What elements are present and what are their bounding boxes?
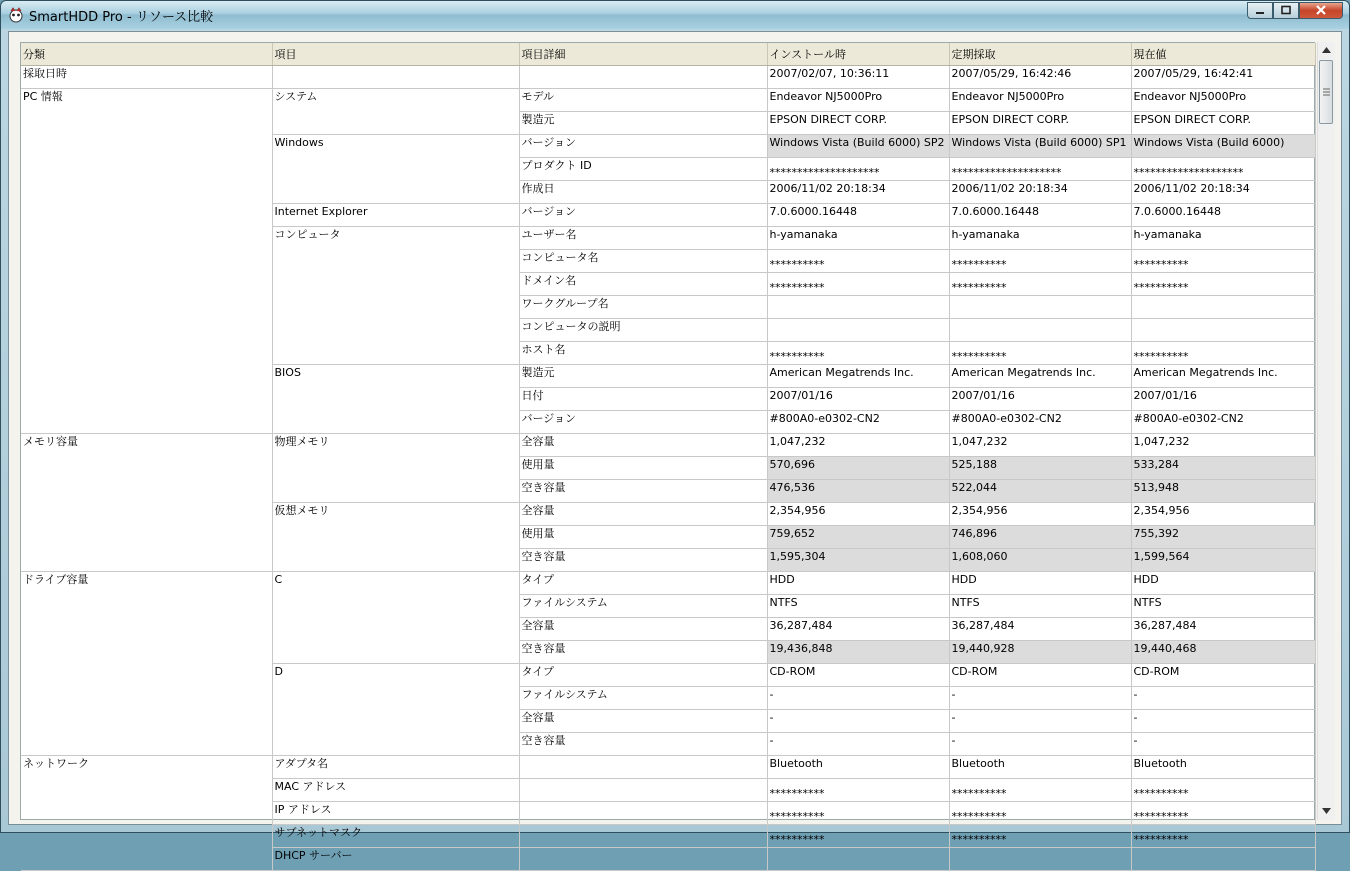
- cell-periodic: American Megatrends Inc.: [949, 365, 1131, 388]
- close-button[interactable]: [1299, 2, 1343, 19]
- cell-current: -: [1131, 733, 1315, 756]
- header-periodic[interactable]: 定期採取: [949, 43, 1131, 66]
- cell-install: Bluetooth: [767, 756, 949, 779]
- cell-detail: コンピュータの説明: [519, 319, 767, 342]
- cell-install: ********************: [767, 158, 949, 181]
- cell-detail: 空き容量: [519, 549, 767, 572]
- cell-periodic: 7.0.6000.16448: [949, 204, 1131, 227]
- cell-item: 仮想メモリ: [272, 503, 519, 572]
- cell-detail: [519, 825, 767, 848]
- table-row[interactable]: [21, 66, 1315, 89]
- cell-detail: 全容量: [519, 503, 767, 526]
- cell-item: MAC アドレス: [272, 779, 519, 802]
- cell-install: **********: [767, 273, 949, 296]
- cell-current: 513,948: [1131, 480, 1315, 503]
- grip-icon: [1323, 88, 1330, 96]
- cell-current: 1,047,232: [1131, 434, 1315, 457]
- cell-item: Internet Explorer: [272, 204, 519, 227]
- cell-detail: 空き容量: [519, 733, 767, 756]
- arrow-up-icon: [1322, 47, 1331, 53]
- cell-current: -: [1131, 710, 1315, 733]
- cell-current: 36,287,484: [1131, 618, 1315, 641]
- cell-install: EPSON DIRECT CORP.: [767, 112, 949, 135]
- cell-install: -: [767, 687, 949, 710]
- cell-category: メモリ容量: [21, 434, 272, 572]
- cell-current: American Megatrends Inc.: [1131, 365, 1315, 388]
- cell-detail: [519, 66, 767, 89]
- cell-item: C: [272, 572, 519, 664]
- cell-install: 7.0.6000.16448: [767, 204, 949, 227]
- cell-current: ********************: [1131, 158, 1315, 181]
- cell-current: CD-ROM: [1131, 664, 1315, 687]
- cell-periodic: 2,354,956: [949, 503, 1131, 526]
- maximize-icon: [1274, 3, 1298, 18]
- cell-periodic: 522,044: [949, 480, 1131, 503]
- cell-current: 2006/11/02 20:18:34: [1131, 181, 1315, 204]
- client-area: [8, 31, 1342, 862]
- cell-category: PC 情報: [21, 89, 272, 434]
- header-item-detail[interactable]: 項目詳細: [519, 43, 767, 66]
- cell-periodic: **********: [949, 342, 1131, 365]
- cell-current: #800A0-e0302-CN2: [1131, 411, 1315, 434]
- cell-current: EPSON DIRECT CORP.: [1131, 112, 1315, 135]
- cell-periodic: -: [949, 733, 1131, 756]
- cell-current: 2,354,956: [1131, 503, 1315, 526]
- cell-item: BIOS: [272, 365, 519, 434]
- cell-install: **********: [767, 250, 949, 273]
- cell-install: -: [767, 733, 949, 756]
- cell-install: 36,287,484: [767, 618, 949, 641]
- cell-detail: ファイルシステム: [519, 595, 767, 618]
- cell-periodic: **********: [949, 779, 1131, 802]
- window-title: SmartHDD Pro - リソース比較: [29, 10, 214, 25]
- cell-periodic: 2007/01/16: [949, 388, 1131, 411]
- cell-install: **********: [767, 802, 949, 825]
- cell-current: -: [1131, 687, 1315, 710]
- cell-install: **********: [767, 342, 949, 365]
- caption-buttons: [1247, 2, 1343, 20]
- cell-detail: 全容量: [519, 618, 767, 641]
- vertical-scrollbar[interactable]: [1317, 42, 1335, 820]
- cell-detail: タイプ: [519, 664, 767, 687]
- table-row[interactable]: [21, 89, 1315, 112]
- table-header: [21, 43, 1315, 66]
- cell-item: Windows: [272, 135, 519, 204]
- cell-detail: 製造元: [519, 112, 767, 135]
- cell-detail: [519, 779, 767, 802]
- cell-category: ドライブ容量: [21, 572, 272, 756]
- cell-install: 1,595,304: [767, 549, 949, 572]
- cell-detail: バージョン: [519, 411, 767, 434]
- cell-periodic: **********: [949, 250, 1131, 273]
- header-item[interactable]: 項目: [272, 43, 519, 66]
- cell-install: 759,652: [767, 526, 949, 549]
- header-install-time[interactable]: インストール時: [767, 43, 949, 66]
- cell-periodic: 2007/05/29, 16:42:46: [949, 66, 1131, 89]
- cell-periodic: 36,287,484: [949, 618, 1131, 641]
- cell-current: **********: [1131, 273, 1315, 296]
- cell-install: 2007/01/16: [767, 388, 949, 411]
- scroll-thumb[interactable]: [1319, 60, 1333, 124]
- cell-install: American Megatrends Inc.: [767, 365, 949, 388]
- scroll-up-button[interactable]: [1318, 42, 1335, 59]
- cell-install: CD-ROM: [767, 664, 949, 687]
- cell-detail: 全容量: [519, 710, 767, 733]
- table-body: [21, 66, 1315, 871]
- header-row: [21, 43, 1315, 66]
- cell-current: [1131, 296, 1315, 319]
- cell-periodic: HDD: [949, 572, 1131, 595]
- header-current[interactable]: 現在値: [1131, 43, 1315, 66]
- cell-periodic: Bluetooth: [949, 756, 1131, 779]
- cell-detail: 使用量: [519, 457, 767, 480]
- cell-detail: ホスト名: [519, 342, 767, 365]
- cell-current: 755,392: [1131, 526, 1315, 549]
- cell-detail: 製造元: [519, 365, 767, 388]
- table-row[interactable]: [21, 756, 1315, 779]
- minimize-icon: [1248, 3, 1272, 18]
- cell-periodic: Windows Vista (Build 6000) SP1: [949, 135, 1131, 158]
- cell-current: 1,599,564: [1131, 549, 1315, 572]
- cell-detail: バージョン: [519, 135, 767, 158]
- cell-detail: ワークグループ名: [519, 296, 767, 319]
- cell-install: 1,047,232: [767, 434, 949, 457]
- cell-install: **********: [767, 779, 949, 802]
- cell-category: ネットワーク: [21, 756, 272, 871]
- arrow-down-icon: [1322, 808, 1331, 814]
- cell-current: 7.0.6000.16448: [1131, 204, 1315, 227]
- cell-install: h-yamanaka: [767, 227, 949, 250]
- cell-periodic: #800A0-e0302-CN2: [949, 411, 1131, 434]
- cell-current: **********: [1131, 250, 1315, 273]
- cell-periodic: ********************: [949, 158, 1131, 181]
- cell-install: **********: [767, 825, 949, 848]
- maximize-button[interactable]: [1273, 2, 1299, 19]
- cell-periodic: h-yamanaka: [949, 227, 1131, 250]
- cell-periodic: CD-ROM: [949, 664, 1131, 687]
- cell-detail: ドメイン名: [519, 273, 767, 296]
- cell-detail: [519, 756, 767, 779]
- cell-detail: 日付: [519, 388, 767, 411]
- cell-category: 採取日時: [21, 66, 272, 89]
- cell-install: 2,354,956: [767, 503, 949, 526]
- cell-item: D: [272, 664, 519, 756]
- cell-periodic: 746,896: [949, 526, 1131, 549]
- app-logo-icon: [8, 7, 24, 23]
- cell-current: NTFS: [1131, 595, 1315, 618]
- cell-current: Bluetooth: [1131, 756, 1315, 779]
- title-bar[interactable]: [1, 1, 1349, 29]
- cell-current: **********: [1131, 779, 1315, 802]
- cell-periodic: **********: [949, 825, 1131, 848]
- cell-detail: バージョン: [519, 204, 767, 227]
- close-icon: [1300, 3, 1342, 18]
- cell-detail: 空き容量: [519, 480, 767, 503]
- cell-detail: タイプ: [519, 572, 767, 595]
- cell-detail: [519, 802, 767, 825]
- cell-detail: コンピュータ名: [519, 250, 767, 273]
- cell-periodic: **********: [949, 802, 1131, 825]
- cell-periodic: [949, 319, 1131, 342]
- cell-item: アダプタ名: [272, 756, 519, 779]
- cell-item: IP アドレス: [272, 802, 519, 825]
- cell-detail: 作成日: [519, 181, 767, 204]
- cell-install: NTFS: [767, 595, 949, 618]
- scroll-down-button[interactable]: [1318, 803, 1335, 820]
- cell-install: -: [767, 710, 949, 733]
- cell-current: 2007/01/16: [1131, 388, 1315, 411]
- cell-item: コンピュータ: [272, 227, 519, 365]
- comparison-table-container[interactable]: [20, 42, 1315, 862]
- cell-detail: プロダクト ID: [519, 158, 767, 181]
- cell-current: **********: [1131, 802, 1315, 825]
- cell-item: 物理メモリ: [272, 434, 519, 503]
- cell-detail: 使用量: [519, 526, 767, 549]
- cell-item: [272, 66, 519, 89]
- cell-periodic: 1,047,232: [949, 434, 1131, 457]
- cell-periodic: Endeavor NJ5000Pro: [949, 89, 1131, 112]
- cell-detail: ユーザー名: [519, 227, 767, 250]
- cell-periodic: 1,608,060: [949, 549, 1131, 572]
- cell-detail: モデル: [519, 89, 767, 112]
- cell-install: 476,536: [767, 480, 949, 503]
- cell-periodic: 525,188: [949, 457, 1131, 480]
- cell-install: #800A0-e0302-CN2: [767, 411, 949, 434]
- cell-install: 2006/11/02 20:18:34: [767, 181, 949, 204]
- cell-install: [767, 319, 949, 342]
- cell-current: Endeavor NJ5000Pro: [1131, 89, 1315, 112]
- cell-periodic: 2006/11/02 20:18:34: [949, 181, 1131, 204]
- cell-install: [767, 296, 949, 319]
- cell-current: [1131, 319, 1315, 342]
- header-category[interactable]: 分類: [21, 43, 272, 66]
- cell-current: h-yamanaka: [1131, 227, 1315, 250]
- cell-current: **********: [1131, 825, 1315, 848]
- cell-current: 533,284: [1131, 457, 1315, 480]
- cell-detail: 空き容量: [519, 641, 767, 664]
- table-row[interactable]: [21, 434, 1315, 457]
- cell-current: 2007/05/29, 16:42:41: [1131, 66, 1315, 89]
- resource-comparison-table: [21, 43, 1316, 871]
- cell-periodic: EPSON DIRECT CORP.: [949, 112, 1131, 135]
- cell-detail: [519, 848, 767, 871]
- cell-item: DHCP サーバー: [272, 848, 519, 871]
- table-row[interactable]: [21, 572, 1315, 595]
- cell-install: 2007/02/07, 10:36:11: [767, 66, 949, 89]
- cell-periodic: [949, 848, 1131, 871]
- cell-current: Windows Vista (Build 6000): [1131, 135, 1315, 158]
- cell-periodic: -: [949, 687, 1131, 710]
- cell-periodic: **********: [949, 273, 1131, 296]
- cell-current: **********: [1131, 342, 1315, 365]
- cell-current: [1131, 848, 1315, 871]
- cell-install: Windows Vista (Build 6000) SP2: [767, 135, 949, 158]
- cell-install: HDD: [767, 572, 949, 595]
- cell-periodic: [949, 296, 1131, 319]
- cell-install: [767, 848, 949, 871]
- minimize-button[interactable]: [1247, 2, 1273, 19]
- cell-periodic: NTFS: [949, 595, 1131, 618]
- cell-item: システム: [272, 89, 519, 135]
- cell-detail: ファイルシステム: [519, 687, 767, 710]
- cell-periodic: 19,440,928: [949, 641, 1131, 664]
- cell-item: サブネットマスク: [272, 825, 519, 848]
- cell-current: 19,440,468: [1131, 641, 1315, 664]
- cell-install: 19,436,848: [767, 641, 949, 664]
- cell-install: Endeavor NJ5000Pro: [767, 89, 949, 112]
- cell-periodic: -: [949, 710, 1131, 733]
- cell-current: HDD: [1131, 572, 1315, 595]
- cell-detail: 全容量: [519, 434, 767, 457]
- cell-install: 570,696: [767, 457, 949, 480]
